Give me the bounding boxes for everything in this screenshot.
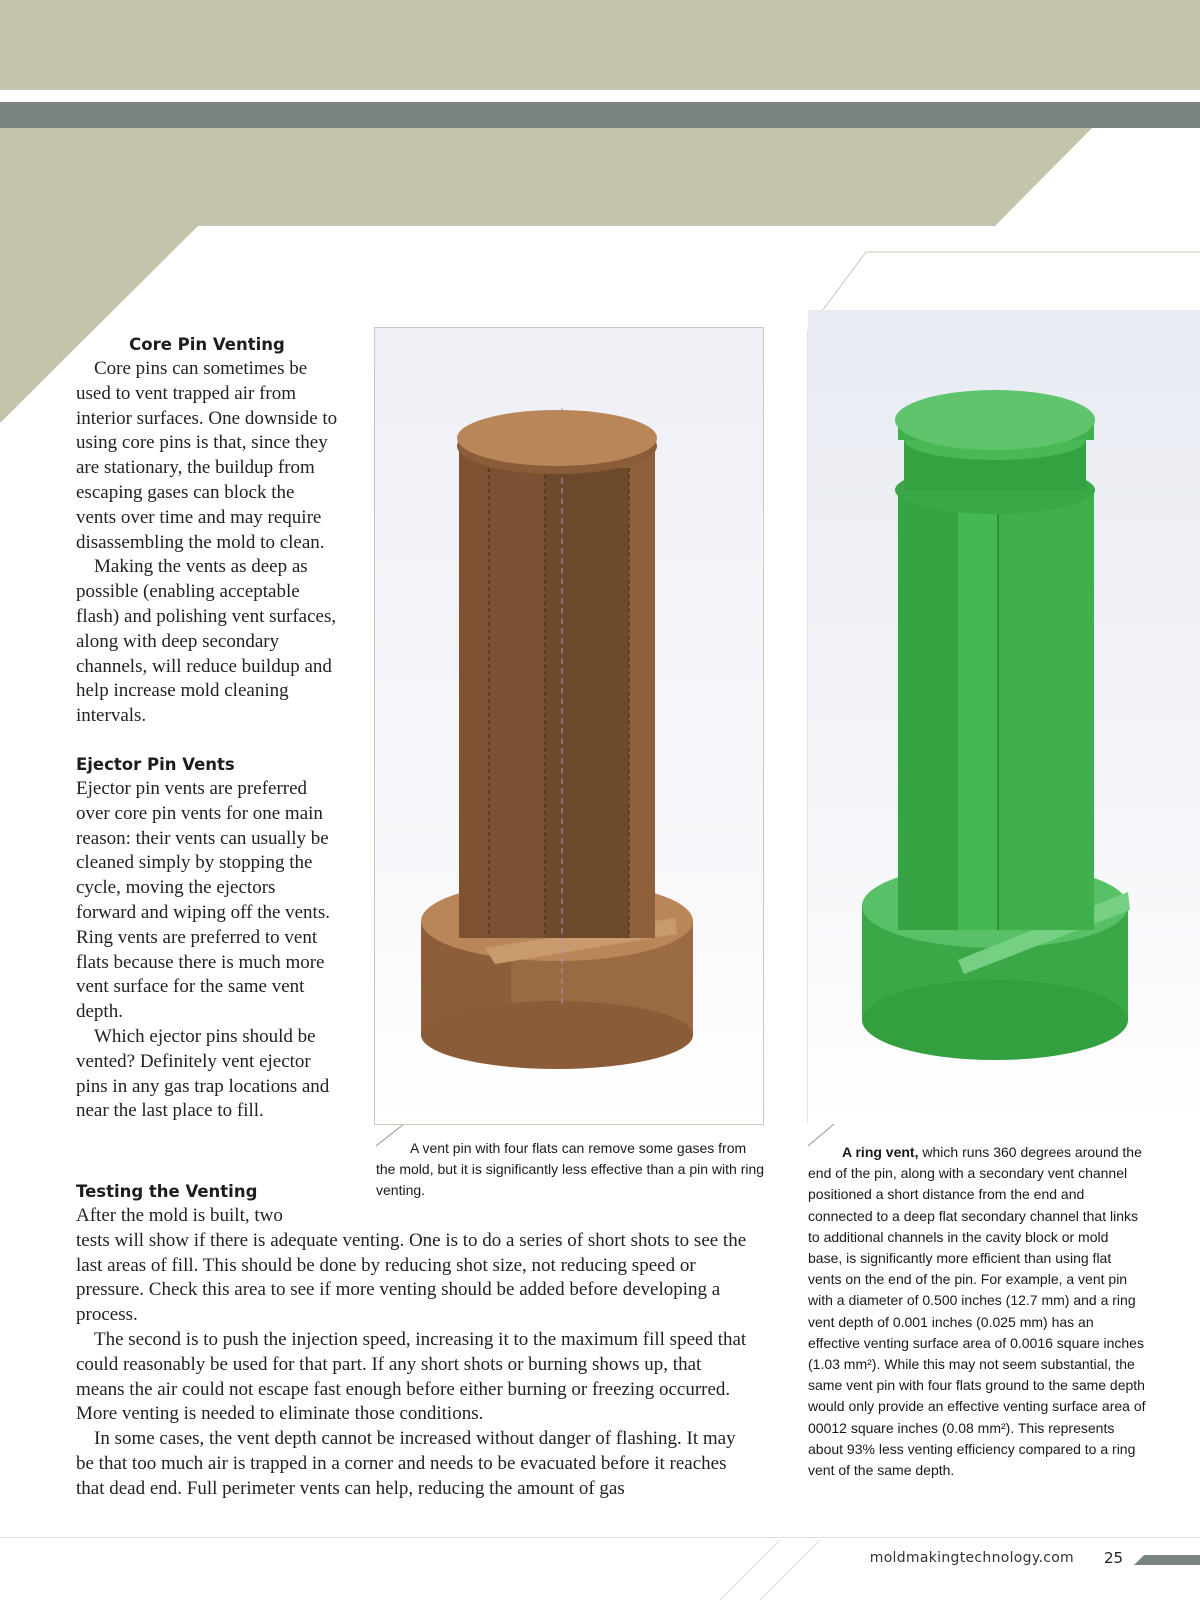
- left-column: [76, 333, 338, 1124]
- figure-vent-pin-flats: [374, 327, 764, 1125]
- testing-paragraph-3: In some cases, the vent depth cannot be increased without danger of flashing. It may be that too much air is trapped in a corner and needs to be evacuated before it reaches that dead end. Full perimeter vents can help, reducing the amount of gas: [76, 1428, 736, 1499]
- footer-rule: [0, 1537, 1200, 1538]
- testing-paragraph-1: tests will show if there is adequate venting. One is to do a series of short shots to see the last areas of fill. This should be done by reducing shot size, not reducing speed or pressure. Check this area to see if more venting should be added before developing a process.: [76, 1229, 747, 1326]
- footer-site-link[interactable]: moldmakingtechnology.com: [869, 1550, 1074, 1566]
- page-number: 25: [1104, 1549, 1124, 1567]
- core-pin-paragraph-1: Core pins can sometimes be used to vent trapped air from interior surfaces. One downside to using core pins is that, since they are stationary, the buildup from escaping gases can block the vents over time and may require disassembling the mold to clean.: [76, 358, 338, 553]
- green-ring-vent-pin-illustration: [808, 310, 1200, 1123]
- figure-2-caption: [808, 1142, 1146, 1481]
- core-pin-paragraph-2: Making the vents as deep as possible (enabling acceptable flash) and polishing vent surfaces, along with deep secondary channels, will reduce buildup and help increase mold cleaning intervals.: [76, 556, 337, 727]
- ejector-pin-paragraph-1: Ejector pin vents are preferred over core pin vents for one main reason: their vents can usually be cleaned simply by stopping the cycle, moving the ejectors forward and wiping off the vents. Ring vents are preferred to vent flats because there is much more vent surface for the same vent depth.: [76, 777, 330, 1023]
- figure-2-caption-bold: A ring vent,: [842, 1144, 919, 1160]
- figure-ring-vent-pin: [808, 310, 1200, 1123]
- figure-1-caption-text: A vent pin with four flats can remove some gases from the mold, but it is significantly less effective than a pin with ring venting.: [376, 1140, 765, 1199]
- core-pin-heading: Core Pin Venting: [129, 335, 285, 354]
- ejector-pin-paragraph-2: Which ejector pins should be vented? Definitely vent ejector pins in any gas trap locations and near the last place to fill.: [76, 1025, 330, 1122]
- testing-paragraph-1-start: After the mold is built, two: [76, 1205, 283, 1226]
- testing-heading: Testing the Venting: [76, 1182, 258, 1201]
- brown-vent-pin-illustration: [375, 328, 763, 1124]
- ejector-pin-heading: Ejector Pin Vents: [76, 754, 235, 774]
- figure-2-caption-text: which runs 360 degrees around the end of the pin, along with a secondary vent channel positioned a short distance from the end and connected to a deep flat secondary channel that links to additional channels in the cavity block or mold base, is significantly more efficient than using flat vents on the end of the pin. For example, a vent pin with a diameter of 0.500 inches (12.7 mm) and a ring vent depth of 0.001 inches (0.025 mm) has an effective venting surface area of 0.0016 square inches (1.03 mm²). While this may not seem substantial, the same vent pin with four flats ground to the same depth would only provide an effective venting surface area of 00012 square inches (0.08 mm²). This represents about 93% less venting efficiency compared to a ring vent of the same depth.: [808, 1144, 1146, 1479]
- testing-paragraph-2: The second is to push the injection speed, increasing it to the maximum fill speed that could reasonably be used for that part. If any short shots or burning shows up, that means the air could not escape fast enough before either burning or freezing occurred. More venting is needed to eliminate those conditions.: [76, 1328, 747, 1425]
- figure-1-caption: [376, 1138, 768, 1202]
- footer-tab-decoration: [1134, 1555, 1200, 1565]
- testing-section: [76, 1180, 756, 1502]
